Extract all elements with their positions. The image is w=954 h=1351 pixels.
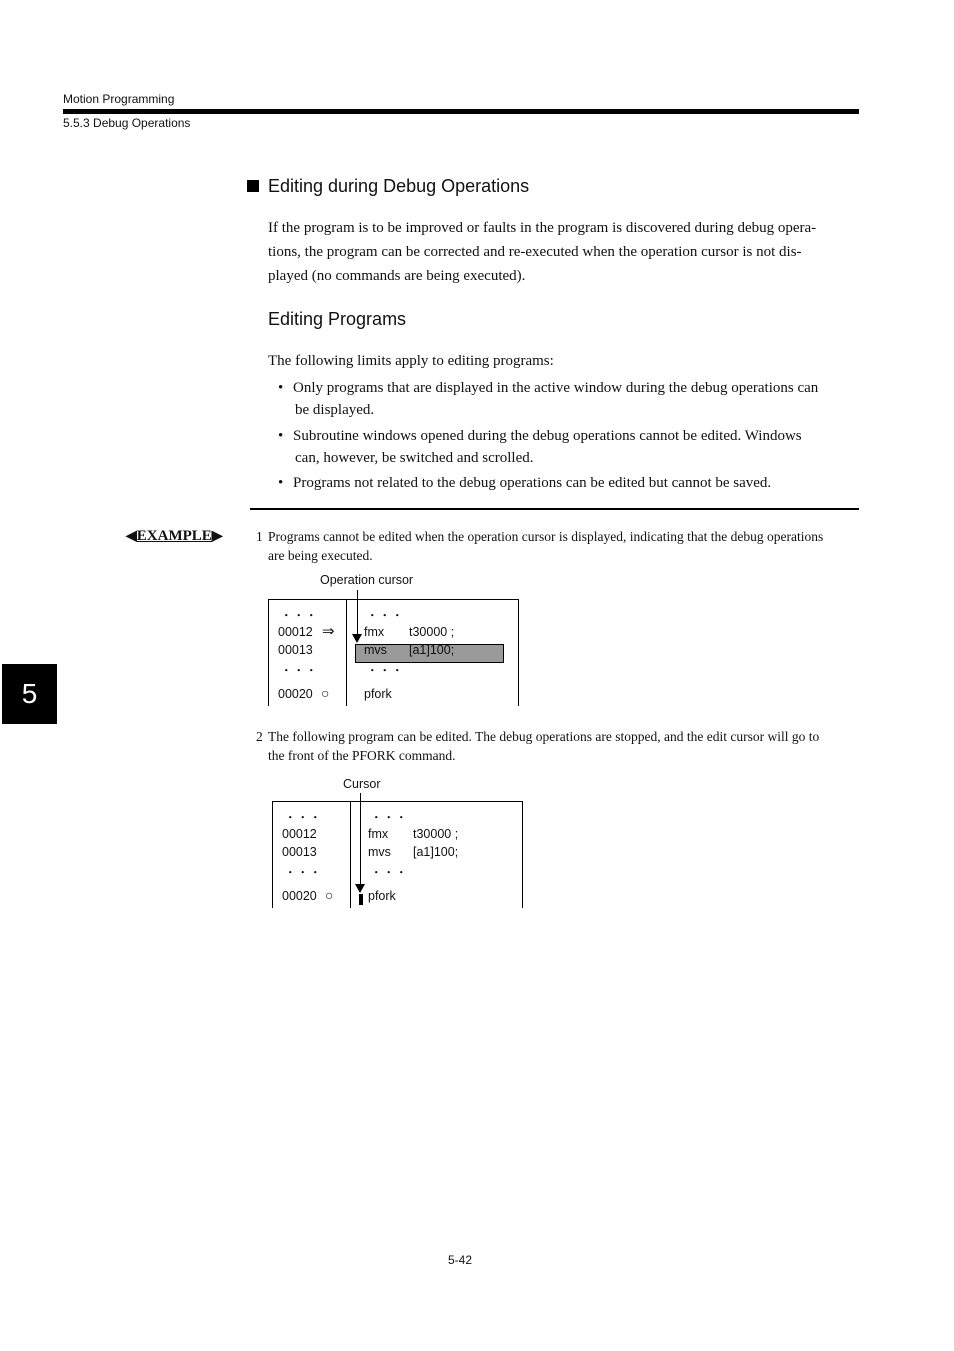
bullet-line: Subroutine windows opened during the debug operations cannot be edited. Windows bbox=[293, 428, 802, 444]
argument: t30000 ; bbox=[413, 827, 459, 841]
ellipsis: ・・・ bbox=[280, 664, 318, 678]
argument: [a1]100; bbox=[409, 643, 455, 657]
note-line: are being executed. bbox=[268, 548, 373, 563]
line-number: 00012 bbox=[282, 827, 317, 841]
ellipsis: ・・・ bbox=[370, 811, 408, 825]
diagram-column-divider bbox=[346, 599, 347, 706]
intro-line: played (no commands are being executed). bbox=[268, 268, 526, 284]
diagram-frame-right bbox=[522, 801, 523, 908]
bullet-icon: • bbox=[278, 428, 284, 444]
bullet-line: Programs not related to the debug operations can be edited but cannot be saved. bbox=[293, 475, 772, 491]
line-number: 00012 bbox=[278, 625, 313, 639]
operation-cursor-line bbox=[357, 590, 358, 635]
bullet-line: can, however, be switched and scrolled. bbox=[295, 450, 534, 466]
circle-icon: ○ bbox=[321, 685, 330, 701]
ellipsis: ・・・ bbox=[280, 609, 318, 623]
note-line: Programs cannot be edited when the operation cursor is displayed, indicating that the debug operations bbox=[268, 529, 824, 544]
argument: [a1]100; bbox=[413, 845, 459, 859]
command: pfork bbox=[364, 687, 392, 701]
diagram-frame-right bbox=[518, 599, 519, 706]
example-note bbox=[256, 527, 858, 565]
cursor-line bbox=[360, 793, 361, 885]
list-item bbox=[278, 472, 859, 494]
command: fmx bbox=[368, 827, 389, 841]
note-line: The following program can be edited. The debug operations are stopped, and the edit cursor will go to bbox=[268, 729, 820, 744]
arrow-down-icon bbox=[352, 634, 362, 643]
ellipsis: ・・・ bbox=[284, 866, 322, 880]
section-bullet-square-icon bbox=[247, 180, 259, 192]
bullet-line: be displayed. bbox=[295, 402, 375, 418]
chapter-tab: 5 bbox=[2, 664, 57, 724]
note-number: 2 bbox=[256, 729, 263, 744]
line-number: 00020 bbox=[278, 687, 313, 701]
triangle-left-icon: ◀ bbox=[126, 529, 137, 544]
limits-intro: The following limits apply to editing programs: bbox=[268, 353, 554, 369]
list-item bbox=[278, 425, 859, 469]
diagram-column-divider bbox=[350, 801, 351, 908]
command: fmx bbox=[364, 625, 385, 639]
header-rule bbox=[63, 109, 859, 114]
bullet-line: Only programs that are displayed in the active window during the debug operations can bbox=[293, 380, 819, 396]
intro-line: tions, the program can be corrected and re-executed when the operation cursor is not dis- bbox=[268, 244, 802, 260]
line-number: 00013 bbox=[278, 643, 313, 657]
arrow-down-icon bbox=[355, 884, 365, 893]
line-number: 00020 bbox=[282, 889, 317, 903]
subsection-title: Editing Programs bbox=[268, 309, 407, 329]
running-header-section: 5.5.3 Debug Operations bbox=[63, 116, 191, 130]
ellipsis: ・・・ bbox=[366, 609, 404, 623]
circle-icon: ○ bbox=[325, 887, 334, 903]
example-note bbox=[256, 727, 858, 765]
command: mvs bbox=[364, 643, 387, 657]
triangle-right-icon: ▶ bbox=[211, 529, 223, 544]
diagram-caption: Operation cursor bbox=[320, 573, 414, 587]
ellipsis: ・・・ bbox=[284, 811, 322, 825]
intro-paragraph bbox=[268, 216, 858, 288]
diagram-frame-left bbox=[268, 599, 269, 706]
note-number: 1 bbox=[256, 529, 263, 544]
diagram-frame-top bbox=[272, 801, 523, 802]
execution-arrow-icon: ⇒ bbox=[322, 623, 335, 640]
separator-rule bbox=[250, 508, 859, 510]
command: pfork bbox=[368, 889, 396, 903]
edit-cursor bbox=[359, 894, 363, 905]
ellipsis: ・・・ bbox=[370, 866, 408, 880]
diagram-frame-top bbox=[268, 599, 519, 600]
line-number: 00013 bbox=[282, 845, 317, 859]
bullet-icon: • bbox=[278, 380, 284, 396]
argument: t30000 ; bbox=[409, 625, 455, 639]
section-title: Editing during Debug Operations bbox=[268, 176, 530, 196]
example-label bbox=[126, 528, 223, 545]
ellipsis: ・・・ bbox=[366, 664, 404, 678]
diagram-caption: Cursor bbox=[343, 777, 381, 791]
note-line: the front of the PFORK command. bbox=[268, 748, 456, 763]
command: mvs bbox=[368, 845, 391, 859]
page-number: 5-42 bbox=[448, 1253, 473, 1267]
running-header-title: Motion Programming bbox=[63, 92, 175, 106]
intro-line: If the program is to be improved or faults in the program is discovered during debug opera- bbox=[268, 220, 817, 236]
example-label-text: EXAMPLE bbox=[136, 528, 212, 544]
list-item bbox=[278, 377, 859, 421]
diagram-frame-left bbox=[272, 801, 273, 908]
bullet-icon: • bbox=[278, 475, 284, 491]
